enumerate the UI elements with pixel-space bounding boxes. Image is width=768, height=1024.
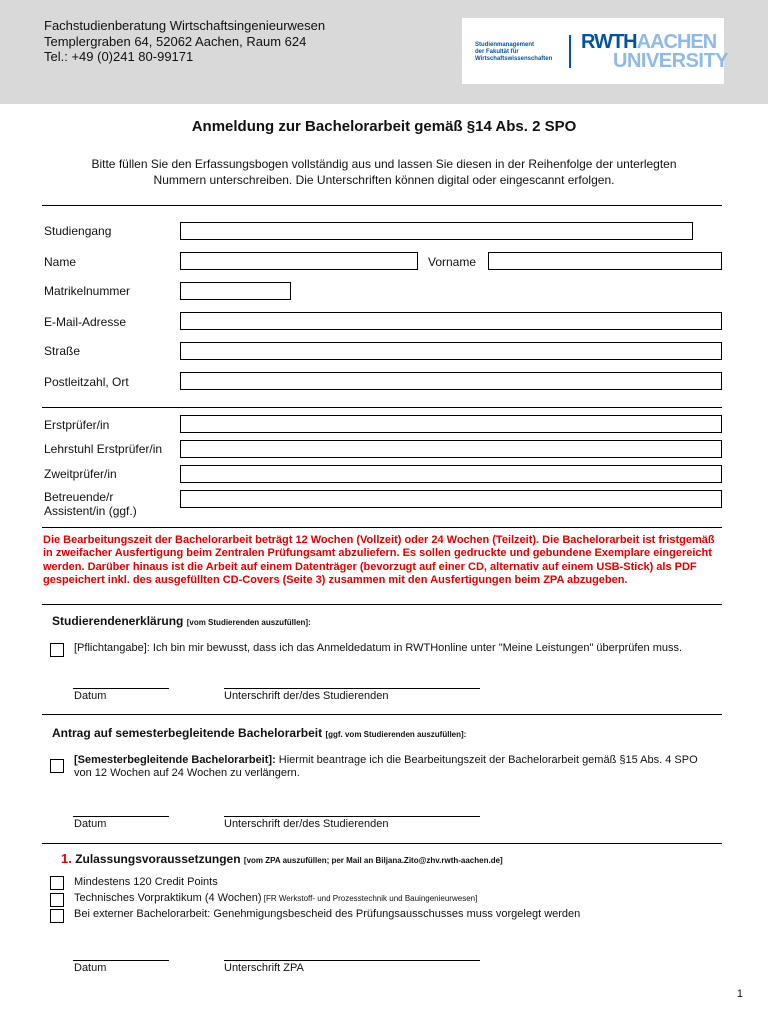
date-label: Datum [74, 962, 107, 974]
section-note: [vom Studierenden auszufüllen]: [186, 618, 311, 627]
signature-label: Unterschrift ZPA [224, 962, 304, 974]
logo-sub-line: der Fakultät für [475, 49, 519, 55]
logo-rwth: RWTH [581, 31, 637, 53]
section-note: [vom ZPA auszufüllen; per Mail an Biljana.Zito@zhv.rwth-aachen.de] [243, 856, 503, 865]
erstpruefer-field[interactable] [180, 415, 722, 433]
betreuende-field[interactable] [180, 490, 722, 508]
section-title: Zulassungsvoraussetzungen [75, 852, 241, 866]
section-semesterbegleitend [52, 726, 466, 740]
date-label: Datum [74, 818, 107, 830]
zweitpruefer-field[interactable] [180, 465, 722, 483]
vorpraktikum-text [74, 892, 477, 905]
date-line[interactable] [73, 960, 169, 961]
vorpraktikum-label: Technisches Vorpraktikum (4 Wochen) [74, 892, 262, 904]
externe-arbeit-checkbox[interactable] [50, 909, 64, 923]
address-line: Templergraben 64, 52062 Aachen, Raum 624 [44, 33, 307, 49]
label-betreuende-line: Betreuende/r [44, 490, 114, 504]
section-note: [ggf. vom Studierenden auszufüllen]: [325, 730, 467, 739]
page-number: 1 [736, 988, 743, 1000]
section-title: Studierendenerklärung [52, 614, 184, 628]
logo-sub-line: Wirtschaftswissenschaften [475, 56, 553, 62]
credit-points-checkbox[interactable] [50, 876, 64, 890]
checkbox-text-line: von 12 Wochen auf 24 Wochen zu verlängern. [74, 767, 300, 779]
label-studiengang: Studiengang [44, 224, 112, 238]
lehrstuhl-field[interactable] [180, 440, 722, 458]
label-lehrstuhl: Lehrstuhl Erstprüfer/in [44, 442, 163, 456]
pflichtangabe-checkbox[interactable] [50, 643, 64, 657]
label-strasse: Straße [44, 344, 81, 358]
signature-line[interactable] [224, 960, 480, 961]
signature-line[interactable] [224, 816, 480, 817]
matrikelnummer-field[interactable] [180, 282, 291, 300]
label-zweitpruefer: Zweitprüfer/in [44, 467, 117, 481]
logo-subtitle [475, 42, 552, 63]
divider [42, 205, 722, 206]
address-line: Fachstudienberatung Wirtschaftsingenieurwesen [44, 18, 326, 33]
address-line: Tel.: +49 (0)241 80-99171 [44, 49, 194, 64]
section-number: 1. [61, 851, 72, 866]
label-betreuende [44, 490, 137, 518]
label-plz-ort: Postleitzahl, Ort [44, 375, 129, 389]
logo-divider [569, 35, 571, 68]
label-email: E-Mail-Adresse [44, 315, 127, 329]
label-betreuende-line: Assistent/in (ggf.) [44, 504, 137, 518]
section-title: Antrag auf semesterbegleitende Bachelorarbeit [52, 726, 323, 740]
section-studierendenerklaerung [52, 614, 311, 628]
checkbox-text-line: Hiermit beantrage ich die Bearbeitungszeit der Bachelorarbeit gemäß §15 Abs. 4 SPO [275, 754, 698, 766]
page-title: Anmeldung zur Bachelorarbeit gemäß §14 Abs. 2 SPO [191, 118, 577, 135]
label-matrikelnummer: Matrikelnummer [44, 284, 131, 298]
vorpraktikum-note: [FR Werkstoff- und Prozesstechnik und Bauingenieurwesen] [261, 894, 478, 903]
header-address [44, 18, 325, 65]
checkbox-bold-label: [Semesterbegleitende Bachelorarbeit]: [74, 754, 276, 766]
deadline-notice: Die Bearbeitungszeit der Bachelorarbeit beträgt 12 Wochen (Vollzeit) oder 24 Wochen (Teilzeit). Die Bachelorarbeit ist fristgemäß in zweifacher Ausfertigung beim Zentralen Prüfungsamt abzuliefern. Es sollen gedruckte und gebundene Exemplare eingereicht werden. Darüber hinaus ist die Arbeit auf einem Datenträger (bevorzugt auf einer CD, alternativ auf einem USB-Stick) als PDF gespeichert inkl. des ausgefüllten CD-Covers (Seite 3) zusammen mit den Ausfertigungen beim ZPA abzugeben. [43, 534, 715, 586]
header-band [0, 0, 768, 104]
logo-sub-line: Studienmanagement [475, 42, 535, 48]
pflichtangabe-text: [Pflichtangabe]: Ich bin mir bewusst, dass ich das Anmeldedatum in RWTHonline unter "Meine Leistungen" überprüfen muss. [74, 642, 683, 654]
divider [42, 714, 722, 715]
semesterbegleitend-checkbox[interactable] [50, 759, 64, 773]
signature-line[interactable] [224, 688, 480, 689]
logo-aachen: AACHEN [636, 31, 717, 53]
studiengang-field[interactable] [180, 222, 693, 240]
plz-ort-field[interactable] [180, 372, 722, 390]
date-line[interactable] [73, 816, 169, 817]
externe-arbeit-text: Bei externer Bachelorarbeit: Genehmigungsbescheid des Prüfungsausschusses muss vorgelegt werden [74, 908, 581, 920]
label-erstpruefer: Erstprüfer/in [44, 418, 110, 432]
email-field[interactable] [180, 312, 722, 330]
signature-label: Unterschrift der/des Studierenden [224, 818, 389, 830]
logo-wordmark [581, 32, 716, 52]
semesterbegleitend-text [74, 754, 734, 780]
rwth-logo [462, 18, 729, 84]
divider [42, 843, 722, 844]
vorpraktikum-checkbox[interactable] [50, 893, 64, 907]
date-line[interactable] [73, 688, 169, 689]
strasse-field[interactable] [180, 342, 722, 360]
divider [42, 604, 722, 605]
label-vorname: Vorname [428, 255, 477, 269]
logo-university: UNIVERSITY [613, 50, 729, 72]
date-label: Datum [74, 690, 107, 702]
divider [42, 527, 722, 528]
signature-label: Unterschrift der/des Studierenden [224, 690, 389, 702]
divider [42, 407, 722, 408]
section-zulassungsvoraussetzungen [61, 851, 503, 866]
intro-text: Bitte füllen Sie den Erfassungsbogen vollständig aus und lassen Sie diesen in der Reihenfolge der unterlegten Nummern unterschreiben. Die Unterschriften können digital oder eingescannt erfolgen. [91, 157, 677, 187]
vorname-field[interactable] [488, 252, 722, 270]
label-name: Name [44, 255, 77, 269]
credit-points-text: Mindestens 120 Credit Points [74, 876, 218, 888]
name-field[interactable] [180, 252, 418, 270]
